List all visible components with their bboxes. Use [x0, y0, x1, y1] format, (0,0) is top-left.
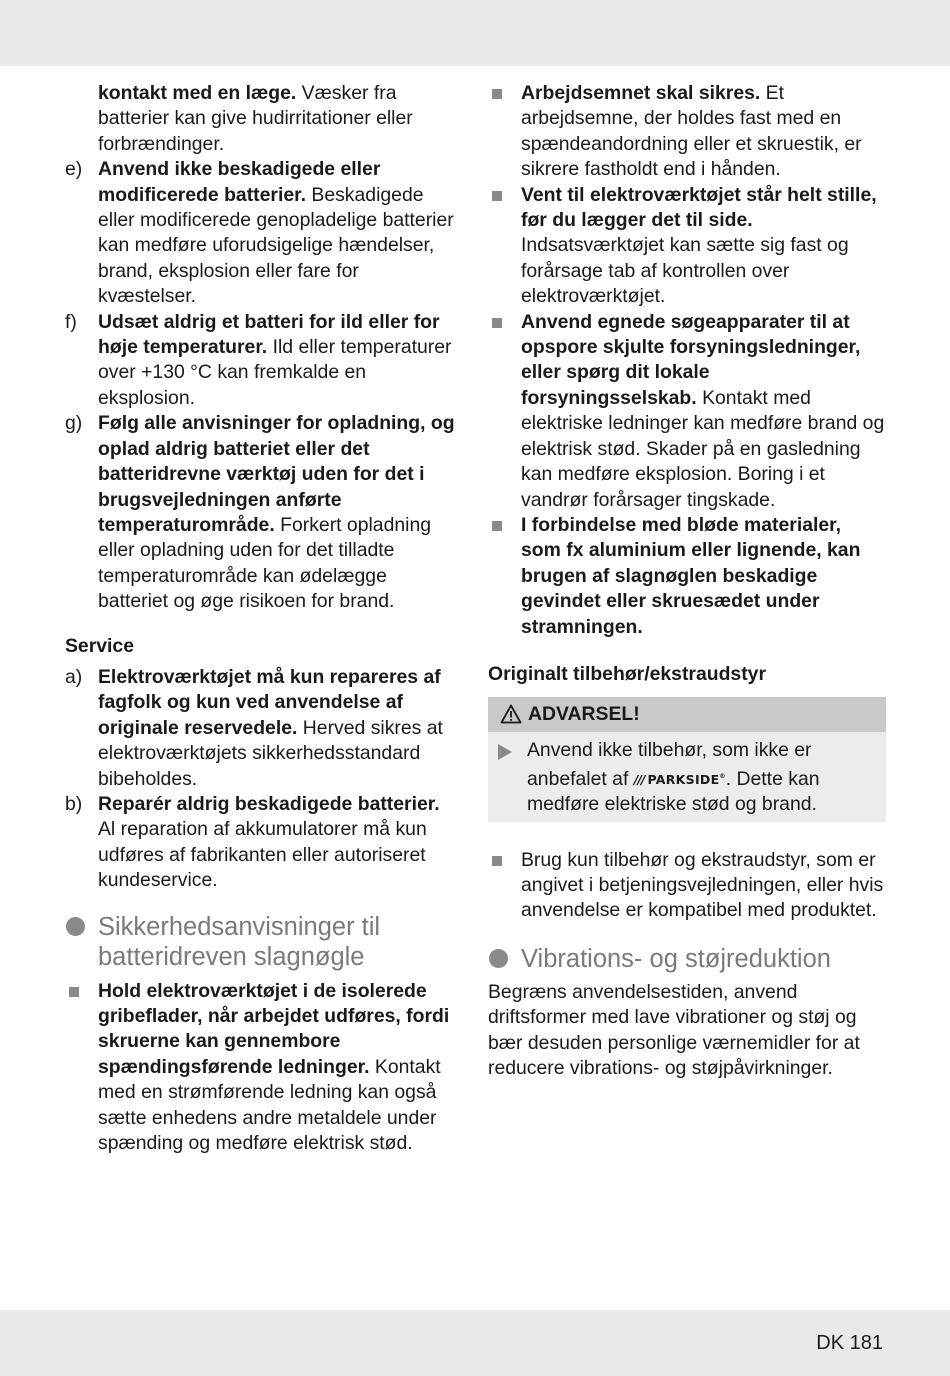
list-item-bold: Anvend ikke beskadigede eller modificerede batterier. — [98, 158, 381, 206]
list-item-bold: Elektroværktøjet må kun repareres af fagfolk og kun ved anvendelse af originale reservedele. — [98, 665, 441, 739]
square-bullet-icon — [492, 89, 502, 99]
warning-title: ADVARSEL! — [528, 703, 640, 726]
list-item-bold: I forbindelse med bløde materialer, som fx aluminium eller lignende, kan brugen af slagnøglen beskadige gevindet eller skruesædet under stramningen. — [521, 513, 861, 638]
list-item-text: Kontakt med elektriske ledninger kan medføre brand og elektrisk stød. Skader på en gasledning kan medføre eksplosion. Boring i et vandrør forårsager tingskade. — [521, 386, 885, 511]
page-number: DK 181 — [816, 1332, 883, 1354]
list-marker: f) — [65, 310, 77, 333]
list-item-text: Ild eller temperaturer over +130 °C kan fremkalde en eksplosion. — [98, 336, 452, 409]
section-heading-text: Vibrations- og støjreduktion — [521, 944, 831, 973]
bullet-dot-icon — [66, 917, 85, 936]
list-item-text: Herved sikres at elektroværktøjets sikkerhedsstandard bibeholdes. — [98, 716, 443, 790]
list-item-text: Forkert opladning eller opladning uden for det tilladte temperaturområde kan ødelægge batteriet og øge risikoen for brand. — [98, 513, 432, 613]
list-item-text: Al reparation af akkumulatorer må kun udføres af fabrikanten eller autoriseret kundeservice. — [98, 818, 427, 892]
warning-triangle-icon — [500, 704, 522, 724]
footer-band — [0, 1310, 950, 1376]
right-item-standstill — [488, 183, 886, 310]
list-item-bold: Arbejdsemnet skal sikres. — [521, 82, 761, 104]
square-bullet-icon — [69, 987, 79, 997]
section-heading-impact-wrench — [65, 912, 460, 972]
list-marker: g) — [65, 412, 83, 435]
list-item-text: Indsatsværktøjet kan sætte sig fast og forårsage tab af kontrollen over elektroværktøjet. — [521, 234, 849, 308]
square-bullet-icon — [492, 856, 502, 866]
warning-text-before: Anvend ikke tilbehør, som ikke er anbefalet af — [527, 739, 812, 790]
list-item-bold: Reparér aldrig beskadigede batterier. — [98, 792, 440, 815]
list-item-text: Beskadigede eller modificerede genopladelige batterier kan medføre uforudsigelige hændelser, brand, eksplosion eller fare for kvæstelser. — [98, 183, 454, 308]
right-item-detectors — [488, 310, 886, 513]
section-heading-text: Sikkerhedsanvisninger til batteridreven slagnøgle — [98, 912, 381, 971]
bullet-dot-icon — [489, 949, 508, 968]
continued-bold: kontakt med en læge. — [98, 82, 297, 104]
list-marker: e) — [65, 158, 83, 181]
square-bullet-icon — [492, 318, 502, 328]
accessory-item — [488, 848, 886, 924]
list-item-text: Brug kun tilbehør og ekstraudstyr, som er angivet i betjeningsvejledningen, eller hvis anvendelse er kompatibel med produktet. — [521, 848, 884, 922]
service-heading: Service — [65, 634, 135, 657]
square-bullet-icon — [492, 521, 502, 531]
play-triangle-icon — [498, 744, 512, 760]
warning-header — [488, 697, 886, 732]
warning-item — [488, 732, 886, 817]
brand-slash: /// — [633, 771, 645, 787]
continued-text: Væsker fra batterier kan give hudirritationer eller forbrændinger. — [98, 82, 413, 155]
parkside-logo — [634, 764, 726, 792]
vibration-paragraph: Begræns anvendelsestiden, anvend driftsformer med lave vibrationer og støj og bær desuden personlige værnemidler for at reducere vibrations- og støjpåvirkninger. — [488, 980, 860, 1079]
list-item-text: Kontakt med en strømførende ledning kan også sætte enhedens andre metaldele under spænding og medføre elektrisk stød. — [98, 1055, 441, 1155]
list-item-bold: Hold elektroværktøjet i de isolerede gribeflader, når arbejdet udføres, fordi skruerne kan gennembore spændingsførende ledninger. — [98, 979, 450, 1078]
list-item-bold: Anvend egnede søgeapparater til at opspore skjulte forsyningsledninger, eller spørg dit lokale forsyningsselskab. — [521, 310, 861, 409]
continued-paragraph — [65, 81, 460, 157]
header-band — [0, 0, 950, 66]
list-item-text: Et arbejdsemne, der holdes fast med en spændeandordning eller et skruestik, er sikrere fastholdt end i hånden. — [521, 82, 862, 181]
list-item-e — [65, 157, 460, 309]
list-marker: a) — [65, 665, 83, 688]
right-item-workpiece — [488, 81, 886, 183]
accessories-heading: Originalt tilbehør/ekstraudstyr — [488, 662, 766, 685]
right-column — [488, 81, 886, 1081]
warning-text-after: . Dette kan medføre elektriske stød og brand. — [527, 767, 820, 816]
section-heading-vibration — [488, 944, 886, 974]
section-item-insulated-grip — [65, 979, 460, 1157]
list-item-bold: Udsæt aldrig et batteri for ild eller for høje temperaturer. — [98, 310, 440, 359]
list-item-bold: Vent til elektroværktøjet står helt stille, før du lægger det til side. — [521, 183, 877, 232]
warning-box — [488, 697, 886, 821]
right-item-soft-materials — [488, 513, 886, 640]
list-item-f — [65, 310, 460, 412]
list-item-g — [65, 411, 460, 614]
brand-name: PARKSIDE — [647, 771, 720, 787]
service-item-a — [65, 665, 460, 792]
list-marker: b) — [65, 792, 83, 815]
brand-mark: ® — [719, 772, 726, 780]
left-column — [65, 81, 460, 1156]
service-item-b — [65, 792, 460, 894]
square-bullet-icon — [492, 191, 502, 201]
list-item-bold: Følg alle anvisninger for opladning, og oplad aldrig batteriet eller det batteridrevne værktøj uden for det i brugsvejledningen anførte temperaturområde. — [98, 412, 455, 536]
